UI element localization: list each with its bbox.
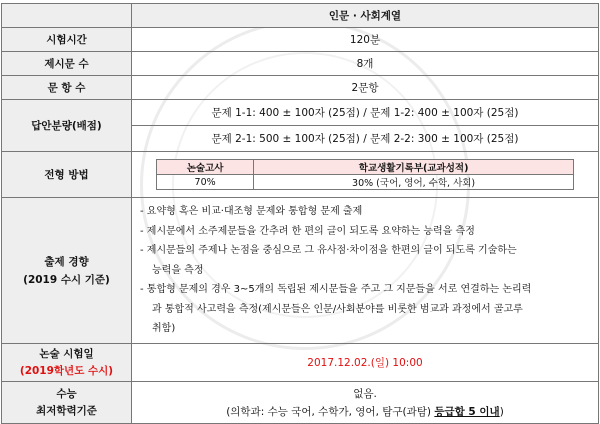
trend-bullet: - 제시문에서 소주제문들을 간추려 한 편의 글이 되도록 요약하는 능력을 측정 [140, 225, 475, 237]
trend-row [2, 198, 599, 344]
min-grade-closing: ) [499, 405, 504, 418]
time-value: 120분 [132, 28, 599, 52]
passages-row [2, 52, 599, 76]
selection-inner-table [156, 159, 574, 190]
min-grade-emphasis: 등급합 5 이내 [434, 405, 500, 418]
essay-weight-value: 70% [157, 175, 254, 190]
header-row [2, 4, 599, 28]
min-grade-value [132, 381, 599, 423]
trend-bullets [132, 198, 599, 344]
column-header: 인문 · 사회계열 [132, 4, 599, 28]
passages-value: 8개 [132, 52, 599, 76]
trend-bullet-continuation: 취함) [152, 323, 176, 334]
essay-weight-header: 논술고사 [157, 160, 254, 175]
selection-label: 전형 방법 [2, 152, 132, 198]
selection-cell [132, 152, 599, 198]
questions-row [2, 76, 599, 100]
exam-date-row [2, 343, 599, 381]
exam-date-label [2, 343, 132, 381]
trend-label [2, 198, 132, 344]
min-grade-value-line-1: 없음. [353, 387, 377, 400]
trend-label-line-1: 출제 경향 [44, 255, 89, 268]
school-record-weight-value: 30% (국어, 영어, 수학, 사회) [254, 175, 574, 190]
exam-date-label-line-1: 논술 시험일 [39, 348, 94, 360]
trend-bullet-continuation: 과 통합적 사고력을 측정(제시문들은 인문/사회분야를 비롯한 범교과 과정에서 골고루 [152, 303, 523, 315]
trend-label-line-2: (2019 수시 기준) [23, 273, 110, 286]
passages-label: 제시문 수 [2, 52, 132, 76]
trend-bullet: - 통합형 문제의 경우 3~5개의 독립된 제시문들을 주고 그 지문들을 서로 연결하는 논리력 [140, 284, 532, 295]
min-grade-value-line-2 [132, 404, 598, 419]
answer-length-row-1 [2, 100, 599, 126]
time-label: 시험시간 [2, 28, 132, 52]
exam-date-value: 2017.12.02.(일) 10:00 [132, 343, 599, 381]
questions-label: 문 항 수 [2, 76, 132, 100]
exam-info-table [1, 3, 599, 424]
school-record-weight-header: 학교생활기록부(교과성적) [254, 160, 574, 175]
min-grade-label-line-1: 수능 [56, 388, 77, 400]
trend-bullet-continuation: 능력을 측정 [152, 264, 204, 276]
trend-bullet: - 요약형 혹은 비교·대조형 문제와 통합형 문제 출제 [140, 206, 363, 217]
trend-bullet: - 제시문들의 주제나 논점을 중심으로 그 유사점·차이점을 한편의 글이 되도록 기술하는 [140, 245, 517, 256]
questions-value: 2문항 [132, 76, 599, 100]
min-grade-condition: (의학과: 수능 국어, 수학가, 영어, 탐구(과탐) [226, 405, 435, 418]
selection-row [2, 152, 599, 198]
answer-length-label: 답안분량(배점) [2, 100, 132, 152]
answer-length-line-2: 문제 2-1: 500 ± 100자 (25점) / 문제 2-2: 300 ± 100자 (25점) [132, 126, 599, 152]
exam-date-label-line-2: (2019학년도 수시) [19, 365, 114, 377]
min-grade-label [2, 381, 132, 423]
min-grade-row [2, 381, 599, 423]
header-empty-cell [2, 4, 132, 28]
min-grade-label-line-2: 최저학력기준 [36, 405, 97, 417]
time-row [2, 28, 599, 52]
answer-length-line-1: 문제 1-1: 400 ± 100자 (25점) / 문제 1-2: 400 ± 100자 (25점) [132, 100, 599, 126]
